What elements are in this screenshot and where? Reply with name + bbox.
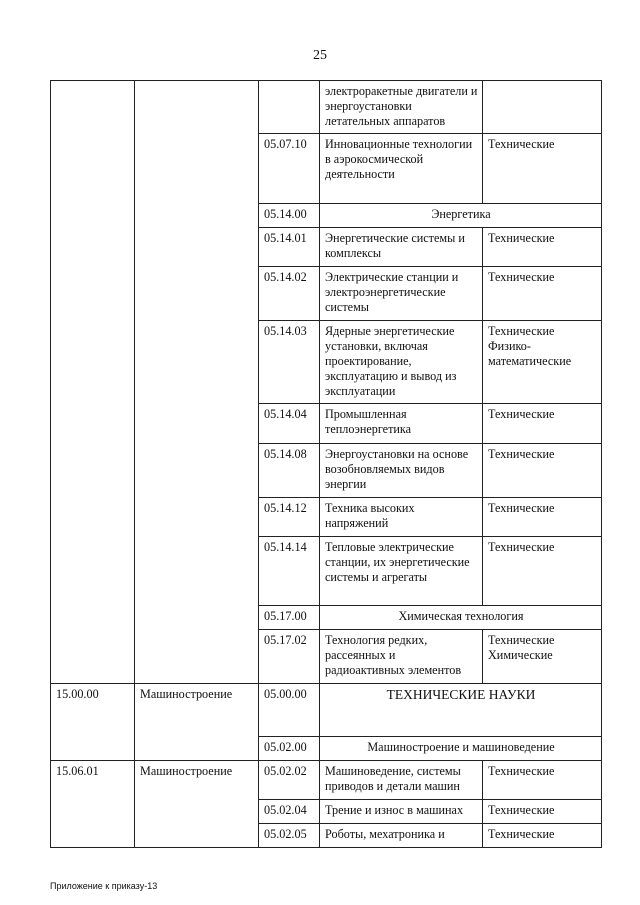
specialty-name: Техника высоких напряжений [320, 498, 483, 537]
specialty-name: Тепловые электрические станции, их энергетические системы и агрегаты [320, 537, 483, 606]
specialty-group-title: Химическая технология [320, 606, 602, 630]
page-number: 25 [313, 48, 327, 63]
direction-name: Машиностроение [135, 684, 259, 761]
specialty-code: 05.14.01 [259, 228, 320, 267]
science-branch: Технические [483, 761, 602, 800]
specialty-name: Электрические станции и электроэнергетические системы [320, 267, 483, 321]
specialty-name: Машиноведение, системы приводов и детали машин [320, 761, 483, 800]
science-branch: Технические [483, 800, 602, 824]
direction-code: 15.06.01 [51, 761, 135, 848]
specialty-code [259, 81, 320, 134]
specialty-code: 05.14.00 [259, 204, 320, 228]
specialty-code: 05.07.10 [259, 134, 320, 204]
specialty-code: 05.14.04 [259, 404, 320, 444]
specialties-table [50, 80, 602, 848]
science-branch: Технические [483, 498, 602, 537]
direction-code: 15.00.00 [51, 684, 135, 761]
specialty-name: Технология редких, рассеянных и радиоактивных элементов [320, 630, 483, 684]
science-branch: Технические Физико-математические [483, 321, 602, 404]
specialty-code: 05.14.14 [259, 537, 320, 606]
specialty-code: 05.14.03 [259, 321, 320, 404]
specialty-name: Трение и износ в машинах [320, 800, 483, 824]
specialty-code: 05.02.05 [259, 824, 320, 848]
specialty-code: 05.14.08 [259, 444, 320, 498]
footer-note: Приложение к приказу-13 [50, 881, 158, 891]
science-branch [483, 81, 602, 134]
specialty-code: 05.00.00 [259, 684, 320, 737]
table-row [51, 684, 602, 737]
science-branch: Технические [483, 444, 602, 498]
science-branch: Технические Химические [483, 630, 602, 684]
specialty-code: 05.02.02 [259, 761, 320, 800]
specialty-group-title: Энергетика [320, 204, 602, 228]
specialty-name: Промышленная теплоэнергетика [320, 404, 483, 444]
table-row [51, 81, 602, 134]
specialty-group-title: Машиностроение и машиноведение [320, 737, 602, 761]
science-branch: Технические [483, 404, 602, 444]
specialty-name: Энергоустановки на основе возобновляемых видов энергии [320, 444, 483, 498]
science-branch: Технические [483, 134, 602, 204]
specialty-code: 05.14.12 [259, 498, 320, 537]
specialty-code: 05.17.00 [259, 606, 320, 630]
science-branch: Технические [483, 824, 602, 848]
specialty-name: Роботы, мехатроника и [320, 824, 483, 848]
science-field-title: ТЕХНИЧЕСКИЕ НАУКИ [320, 684, 602, 737]
science-branch: Технические [483, 537, 602, 606]
science-branch: Технические [483, 267, 602, 321]
specialty-code: 05.14.02 [259, 267, 320, 321]
specialty-name: Инновационные технологии в аэрокосмической деятельности [320, 134, 483, 204]
specialty-code: 05.02.00 [259, 737, 320, 761]
direction-name: Машиностроение [135, 761, 259, 848]
direction-name-cell [135, 81, 259, 684]
table-row [51, 761, 602, 800]
specialty-code: 05.02.04 [259, 800, 320, 824]
specialty-name: электроракетные двигатели и энергоустановки летательных аппаратов [320, 81, 483, 134]
specialty-name: Энергетические системы и комплексы [320, 228, 483, 267]
specialty-code: 05.17.02 [259, 630, 320, 684]
science-branch: Технические [483, 228, 602, 267]
specialty-name: Ядерные энергетические установки, включая проектирование, эксплуатацию и вывод из эксплуатации [320, 321, 483, 404]
direction-code-cell [51, 81, 135, 684]
